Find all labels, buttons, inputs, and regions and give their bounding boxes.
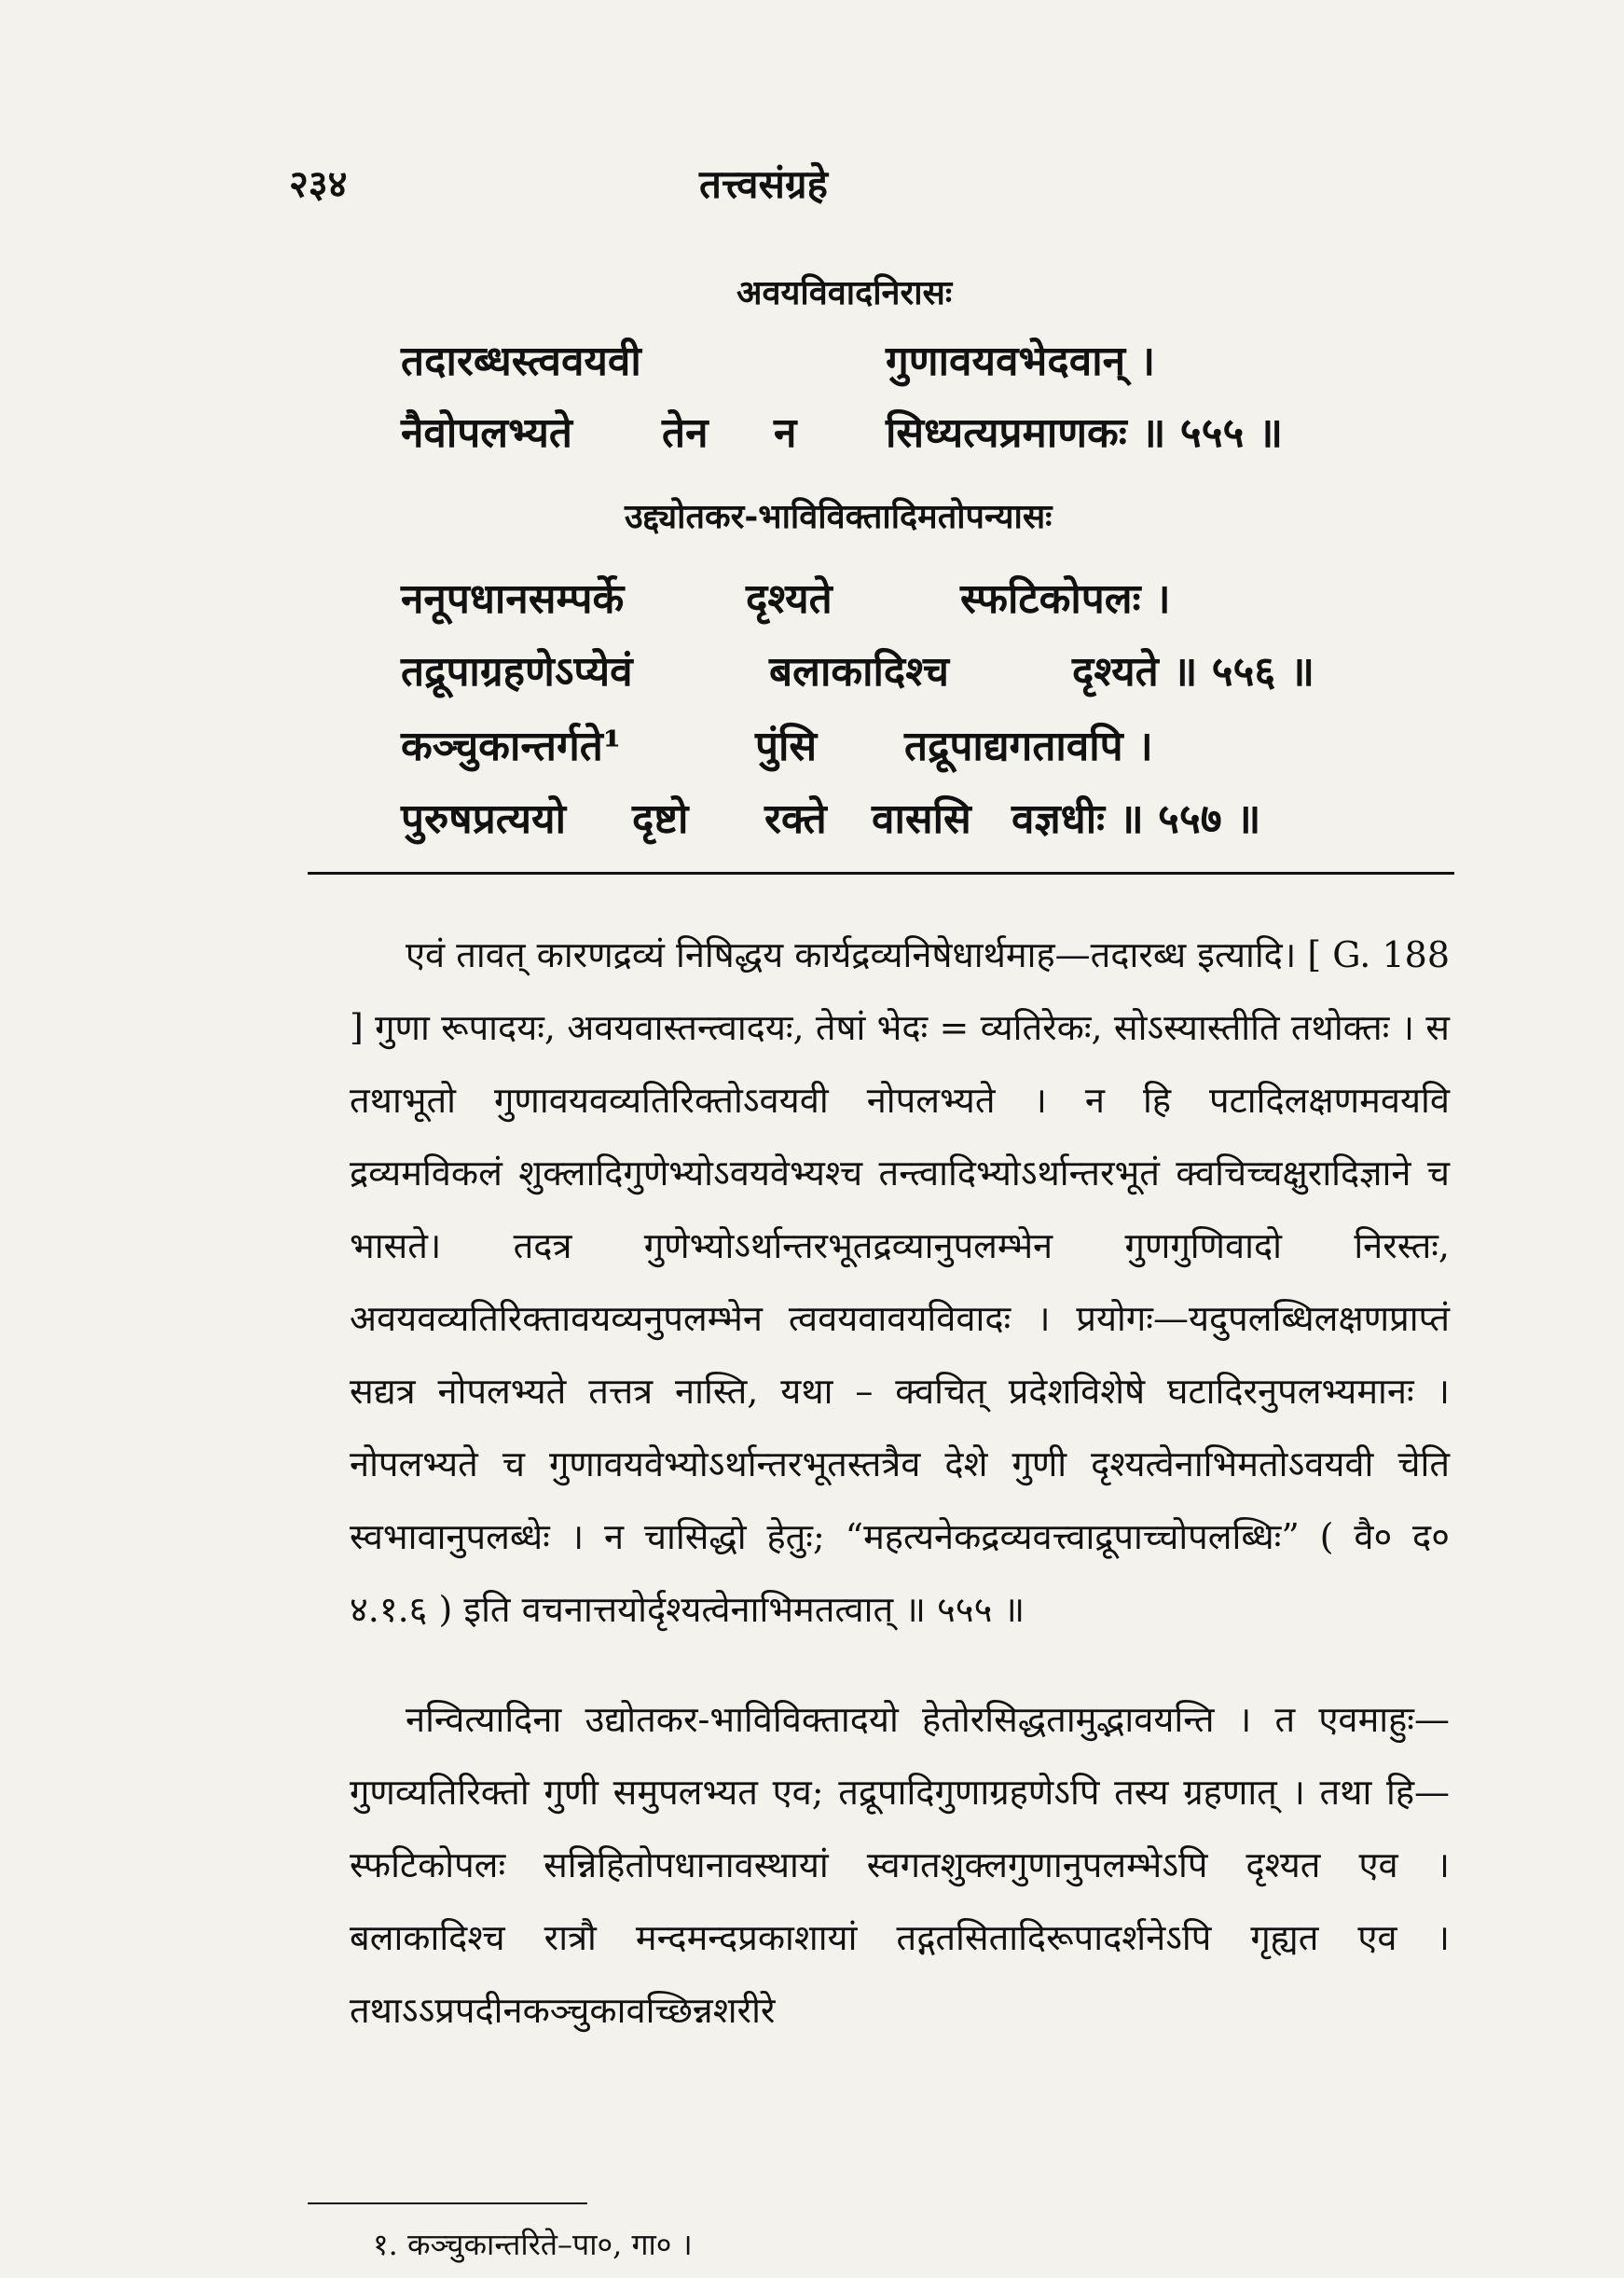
verse-word: पुंसि (755, 723, 818, 770)
verse-word: दृश्यते (746, 575, 833, 623)
verse-word: नैवोपलभ्यते (401, 409, 573, 457)
section-heading-2: उद्द्योतकर-भाविविक्तादिमतोपन्यासः (625, 497, 1053, 536)
verse-556-line-2 (401, 642, 1398, 699)
verse-word: पुरुषप्रत्ययो (401, 795, 566, 843)
verse-557-line-2 (401, 789, 1398, 847)
verse-word: वाससि (872, 795, 971, 843)
verse-556-line-1 (401, 569, 1398, 627)
page-number: २३४ (289, 162, 348, 206)
commentary (350, 918, 1450, 2047)
page-header (289, 157, 1361, 213)
verse-commentary-divider (308, 872, 1454, 875)
verse-word: तेन (662, 409, 709, 457)
verse-word: तद्रूपाग्रहणेऽप्येवं (401, 648, 633, 696)
commentary-paragraph-1: एवं तावत् कारणद्रव्यं निषिद्धय कार्यद्रव्यनिषेधार्थमाह—तदारब्ध इत्यादि। [ G. 188 ] गुणा रूपादयः, अवयवास्तन्त्वादयः, तेषां भेदः = व्यतिरेकः, सोऽस्यास्तीति तथोक्तः । स तथाभूतो गुणावयवव्यतिरिक्तोऽवयवी नोपलभ्यते । न हि पटादिलक्षणमवयवि द्रव्यमविकलं शुक्लादिगुणेभ्योऽवयवेभ्यश्च तन्त्वादिभ्योऽर्थान्तरभूतं क्वचिच्चक्षुरादिज्ञाने च भासते। तदत्र गुणेभ्योऽर्थान्तरभूतद्रव्यानुपलम्भेन गुणगुणिवादो निरस्तः, अवयवव्यतिरिक्तावयव्यनुपलम्भेन त्ववयवावयविवादः । प्रयोगः—यदुपलब्धिलक्षणप्राप्तं सद्यत्र नोपलभ्यते तत्तत्र नास्ति, यथा – क्वचित् प्रदेशविशेषे घटादिरनुपलभ्यमानः । नोपलभ्यते च गुणावयवेभ्योऽर्थान्तरभूतस्तत्रैव देशे गुणी दृश्यत्वेनाभिमतोऽवयवी चेति स्वभावानुपलब्धेः । न चासिद्धो हेतुः; “महत्यनेकद्रव्यवत्त्वाद्रूपाच्चोपलब्धिः” ( वै० द० ४.१.६ ) इति वचनात्तयोर्दृश्यत्वेनाभिमतत्वात् ॥ ५५५ ॥ (350, 934, 1450, 1630)
verse-word: स्फटिकोपलः । (960, 575, 1171, 623)
verse-word: बलाकादिश्च (769, 648, 949, 696)
running-title: तत्त्वसंग्रहे (699, 161, 828, 207)
verse-word: कञ्चुकान्तर्गते¹ (401, 723, 622, 770)
verse-word: दृश्यते ॥ ५५६ ॥ (1072, 648, 1314, 696)
verse-555-line-1 (401, 331, 1398, 389)
verse-word: रक्ते (764, 795, 827, 843)
verse-557-line-1 (401, 716, 1398, 774)
verse-555-line-2 (401, 403, 1398, 461)
footnote-divider (308, 2202, 587, 2204)
verse-word: तदारब्धस्त्ववयवी (401, 338, 641, 385)
verse-word: वज्ञधीः ॥ ५५७ ॥ (1012, 795, 1261, 843)
verse-word: दृष्टो (632, 795, 689, 843)
commentary-paragraph-2: नन्वित्यादिना उद्योतकर-भाविविक्तादयो हेतोरसिद्धतामुद्भावयन्ति । त एवमाहुः—गुणव्यतिरिक्तो गुणी समुपलभ्यत एव; तद्रूपादिगुणाग्रहणेऽपि तस्य ग्रहणात् । तथा हि—स्फटिकोपलः सन्निहितोपधानावस्थायां स्वगतशुक्लगुणानुपलम्भेऽपि दृश्यत एव । बलाकादिश्च रात्रौ मन्दमन्दप्रकाशायां तद्गतसितादिरूपादर्शनेऽपि गृह्यत एव । तथाऽऽप्रपदीनकञ्चुकावच्छिन्नशरीरे (350, 1699, 1450, 2031)
section-heading-1: अवयविवादनिरासः (736, 273, 953, 312)
verse-word: सिध्यत्यप्रमाणकः ॥ ५५५ ॥ (886, 409, 1284, 457)
verse-word: न (774, 409, 797, 457)
verse-word: ननूपधानसम्पर्के (401, 575, 625, 623)
footnote: १. कञ्चुकान्तरिते–पा०, गा० । (373, 2227, 693, 2262)
verse-word: गुणावयवभेदवान् । (886, 338, 1155, 385)
verse-word: तद्रूपाद्यगतावपि । (904, 723, 1153, 770)
